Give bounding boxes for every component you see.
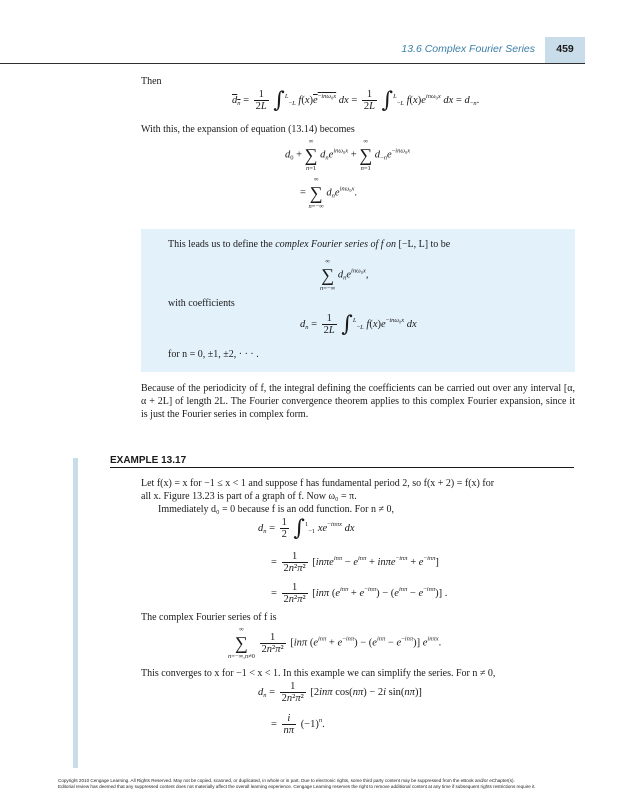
- example-line-1: Let f(x) = x for −1 ≤ x < 1 and suppose f has fundamental period 2, so f(x + 2) = f(x) for: [141, 478, 495, 489]
- copyright-line-1: Copyright 2010 Cengage Learning. All Rights Reserved. May not be copied, scanned, or duplicated, in whole or in part. Due to electronic rights, some third party content may be suppressed from the eBook and/or eChapter(s).: [58, 778, 515, 783]
- page-number: 459: [556, 43, 574, 55]
- example-line-2: all x. Figure 13.23 is part of a graph of f. Now ω₀ = π.: [141, 491, 357, 502]
- equation-dn-simplified: $d_n$ = $\frac{1}{\text{2n²π²}}$ [2inπ cos(nπ) − 2i sin(nπ)]: [258, 681, 422, 704]
- periodicity-paragraph: Because of the periodicity of f, the integral defining the coefficients can be carried out over any interval [α, α + 2L] of length 2L. The Fourier convergence theorem applies to this complex Fourier expansion, since it is just the Fourier series in complex form.: [141, 383, 575, 420]
- equation-dn-step-2: = $\frac{1}{\text{2n²π²}}$ [inπ $(e^{in\pi} + e^{-in\pi}) - (e^{in\pi} - e^{-in\pi})$] .: [271, 582, 448, 605]
- copyright-line-2: Editorial review has deemed that any suppressed content does not materially affect the overall learning experience. Cengage Learning reserves the right to remove additional content at any time if subsequent rights restrictions require it.: [58, 784, 536, 789]
- equation-expansion-result: = ∞ ∑ n=−∞ $d_ne^{in\omega_0x}$.: [300, 176, 358, 210]
- equation-dn-step-1: = $\frac{1}{\text{2n²π²}}$ $[in\pi e^{in\pi} - e^{in\pi} + in\pi e^{-in\pi} + e^{-in\pi}]$: [271, 551, 439, 574]
- section-title: 13.6 Complex Fourier Series: [401, 43, 535, 55]
- example-line-3: Immediately d₀ = 0 because f is an odd function. For n ≠ 0,: [158, 504, 394, 515]
- with-this-text: With this, the expansion of equation (13.14) becomes: [141, 124, 355, 135]
- equation-complex-series: ∞ ∑ n=−∞ $d_ne^{in\omega_0x}$,: [320, 258, 369, 292]
- equation-coefficients: $d_n$ = $\frac{1}{2L}$ ∫$^L_{-L}$ $f(x)e^{-in\omega_0x}$ dx: [300, 312, 417, 337]
- example-side-bar: [73, 458, 78, 768]
- equation-dn-final: = $\frac{i}{n\pi}$ $(-1)^n$.: [271, 713, 325, 736]
- with-coefficients-text: with coefficients: [168, 298, 235, 309]
- for-n-text: for n = 0, ±1, ±2, · · · .: [168, 349, 259, 360]
- example-rule: [110, 467, 574, 468]
- equation-dn-integral: $d_n$ = $\frac{1}{2}$ ∫$^1_{-1}$ $xe^{-in\pi x}$ dx: [258, 516, 355, 541]
- example-heading: EXAMPLE 13.17: [110, 455, 187, 466]
- definition-lead: This leads us to define the complex Fourier series of f on [−L, L] to be: [168, 239, 451, 250]
- series-intro-text: The complex Fourier series of f is: [141, 612, 277, 623]
- equation-example-series: ∞ ∑ n=−∞,n≠0 $\frac{1}{\text{2n²π²}}$ [inπ $(e^{in\pi} + e^{-in\pi}) - (e^{in\pi} - e^{-in\pi})$] $e^{in\pi x}$.: [228, 626, 442, 660]
- equation-expansion: $d_0$ + ∞ ∑ n=1 $d_ne^{in\omega_0x}$ + ∞ ∑ n=1 $d_{-n}e^{-in\omega_0x}$: [285, 138, 411, 172]
- equation-conjugate-dn: $d_n$ = $\frac{1}{2L}$ ∫$^L_{-L}$ $f(x)e^{-in\omega_0x}$ dx = $\frac{1}{2L}$ ∫$^L_{-L}$ $f(x)e^{in\omega_0x}$ dx = $d_{-n}$.: [232, 88, 480, 113]
- then-text: Then: [141, 76, 162, 87]
- converges-text: This converges to x for −1 < x < 1. In this example we can simplify the series. For n ≠ 0,: [141, 668, 496, 679]
- copyright-footer: [58, 778, 578, 790]
